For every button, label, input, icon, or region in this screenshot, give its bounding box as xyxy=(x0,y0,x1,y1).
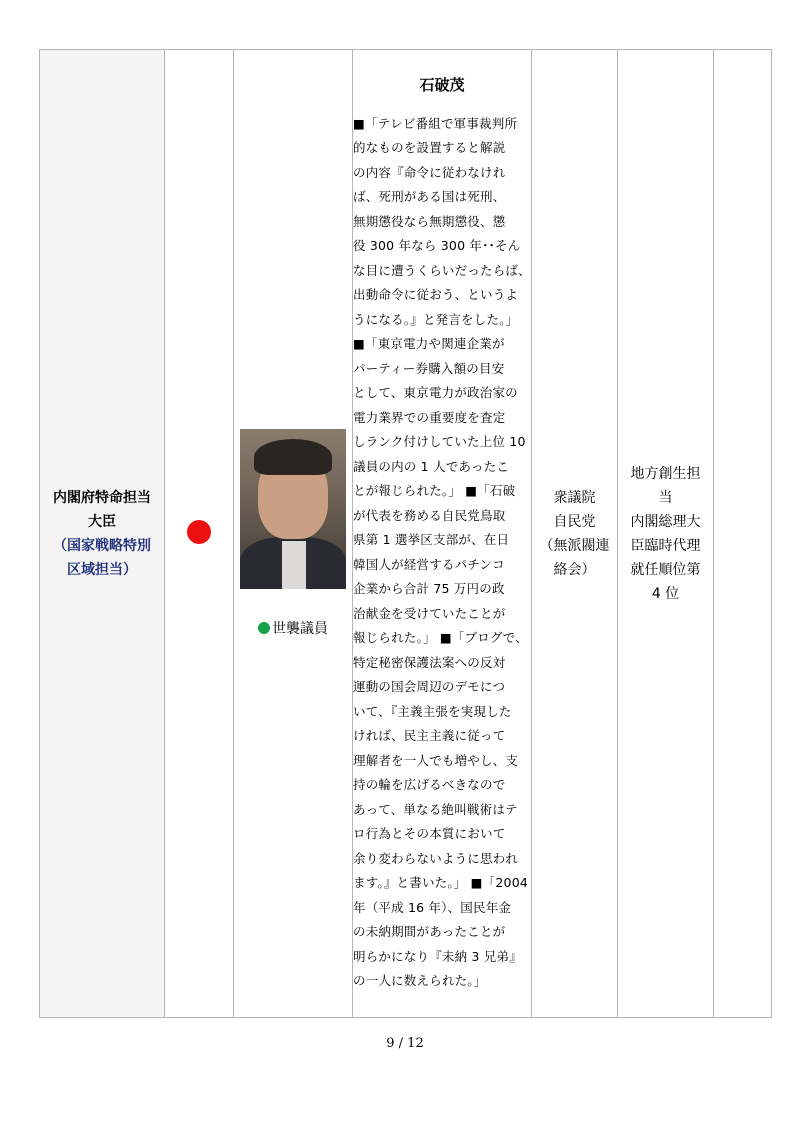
table-row xyxy=(40,50,772,1018)
post-subtitle: （国家戦略特別 xyxy=(53,537,151,554)
post-title: 内閣府特命担当 xyxy=(53,489,151,506)
role-line: 臣臨時代理 xyxy=(630,537,701,554)
party-cell xyxy=(532,50,618,1018)
role-line: 内閣総理大 xyxy=(630,513,701,530)
member-table xyxy=(39,49,772,1018)
member-description: ■「テレビ番組で軍事裁判所 的なものを設置すると解説 の内容『命令に従わなけれ ば、死刑がある国は死刑、 無期懲役なら無期懲役、懲 役 300 年なら 300 年･･そん な目に遭うくらいだったらば、 出動命令に従おう、というよ うになる。』と発言をした。」 ■「東京電力や関連企業が パーティー券購入額の目安 として、東京電力が政治家の 電力業界での重要度を査定 しランク付けしていた上位 10 議員の内の 1 人であったこ とが報じられた。」 ■「石破 が代表を務める自民党鳥取 県第 1 選挙区支部が、在日 韓国人が経営するパチンコ 企業から合計 75 万円の政 治献金を受けていたことが 報じられた。」 ■「ブログで、 特定秘密保護法案への反対 運動の国会周辺のデモにつ いて、『主義主張を実現した ければ、民主主義に従って 理解者を一人でも増やし、支 持の輪を広げるべきなので あって、単なる絶叫戦術はテ ロ行為とその本質において 余り変わらないように思われ ます。』と書いた。」 ■「2004 年（平成 16 年）、国民年金 の未納期間があったことが 明らかになり『未納 3 兄弟』 の一人に数えられた。」 xyxy=(353,115,531,989)
role-line: 就任順位第 xyxy=(630,561,701,578)
mark-cell xyxy=(165,50,234,1018)
post-subtitle-2: 区域担当） xyxy=(67,561,137,578)
page-number: 9 / 12 xyxy=(386,1036,424,1051)
hereditary-label: 世襲議員 xyxy=(234,619,352,639)
faction: （無派閥連 xyxy=(539,537,610,554)
party: 自民党 xyxy=(553,513,596,530)
post-title-2: 大臣 xyxy=(88,513,116,530)
portrait-photo xyxy=(240,429,346,589)
member-name: 石破茂 xyxy=(419,76,465,95)
red-dot-icon xyxy=(187,520,211,544)
role-line: 当 xyxy=(658,489,673,506)
faction-2: 絡会） xyxy=(553,561,596,578)
chamber: 衆議院 xyxy=(553,489,596,506)
description-cell xyxy=(353,50,532,1018)
photo-cell xyxy=(234,50,353,1018)
role-line: 4 位 xyxy=(651,585,680,602)
empty-cell xyxy=(714,50,772,1018)
green-dot-icon xyxy=(258,622,270,634)
post-cell xyxy=(40,50,165,1018)
role-line: 地方創生担 xyxy=(630,465,701,482)
role-cell xyxy=(618,50,714,1018)
